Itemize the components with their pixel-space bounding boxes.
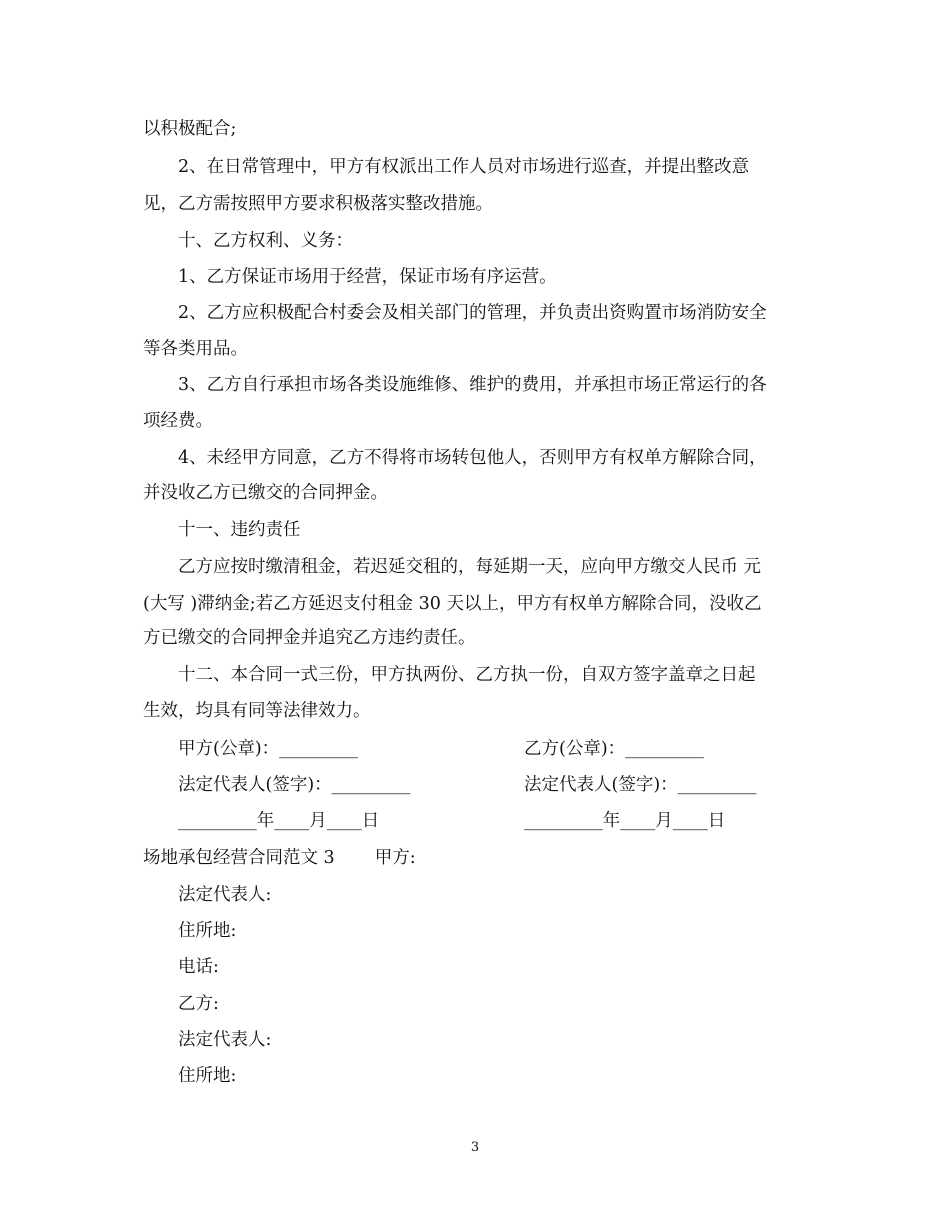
next-contract-party-a: 甲方: bbox=[374, 848, 416, 868]
paragraph-line: 4、未经甲方同意，乙方不得将市场转包他人，否则甲方有权单方解除合同， bbox=[178, 448, 767, 468]
paragraph-line: 2、在日常管理中，甲方有权派出工作人员对市场进行巡查，并提出整改意 bbox=[178, 157, 750, 177]
contract-field-label: 住所地: bbox=[178, 921, 237, 941]
party-a-date-field: _________年____月____日 bbox=[178, 811, 380, 831]
contract-field-label: 乙方: bbox=[178, 994, 219, 1014]
page-number: 3 bbox=[470, 1140, 480, 1155]
party-b-date-field: _________年____月____日 bbox=[524, 811, 726, 831]
paragraph-line: 生效，均具有同等法律效力。 bbox=[143, 701, 371, 721]
next-contract-title: 场地承包经营合同范文 3 bbox=[143, 848, 335, 868]
section-heading: 十一、违约责任 bbox=[178, 520, 301, 540]
contract-field-label: 住所地: bbox=[178, 1066, 237, 1086]
paragraph-line: (大写 )滞纳金;若乙方延迟支付租金 30 天以上，甲方有权单方解除合同，没收乙 bbox=[143, 594, 762, 614]
paragraph-line: 2、乙方应积极配合村委会及相关部门的管理，并负责出资购置市场消防安全 bbox=[178, 303, 767, 323]
paragraph-line: 乙方应按时缴清租金，若迟延交租的，每延期一天，应向甲方缴交人民币 元 bbox=[178, 557, 762, 577]
paragraph-line: 方已缴交的合同押金并追究乙方违约责任。 bbox=[143, 628, 476, 648]
party-b-rep-signature-field: 法定代表人(签字)：_________ bbox=[524, 775, 757, 795]
party-b-seal-field: 乙方(公章)：_________ bbox=[524, 739, 704, 759]
paragraph-line: 以积极配合; bbox=[143, 119, 237, 139]
paragraph-line: 项经费。 bbox=[143, 411, 213, 431]
contract-field-label: 电话: bbox=[178, 957, 219, 977]
section-heading: 十、乙方权利、义务： bbox=[178, 231, 353, 251]
next-contract-heading bbox=[143, 847, 416, 869]
party-a-seal-field: 甲方(公章)：_________ bbox=[178, 739, 358, 759]
paragraph-line: 等各类用品。 bbox=[143, 339, 248, 359]
party-a-rep-signature-field: 法定代表人(签字)：_________ bbox=[178, 775, 411, 795]
paragraph-line: 3、乙方自行承担市场各类设施维修、维护的费用，并承担市场正常运行的各 bbox=[178, 375, 767, 395]
contract-field-label: 法定代表人: bbox=[178, 885, 272, 905]
paragraph-line: 见，乙方需按照甲方要求积极落实整改措施。 bbox=[143, 194, 493, 214]
paragraph-line: 并没收乙方已缴交的合同押金。 bbox=[143, 483, 388, 503]
paragraph-line: 1、乙方保证市场用于经营，保证市场有序运营。 bbox=[178, 267, 557, 287]
paragraph-line: 十二、本合同一式三份，甲方执两份、乙方执一份，自双方签字盖章之日起 bbox=[178, 665, 756, 685]
contract-field-label: 法定代表人: bbox=[178, 1030, 272, 1050]
